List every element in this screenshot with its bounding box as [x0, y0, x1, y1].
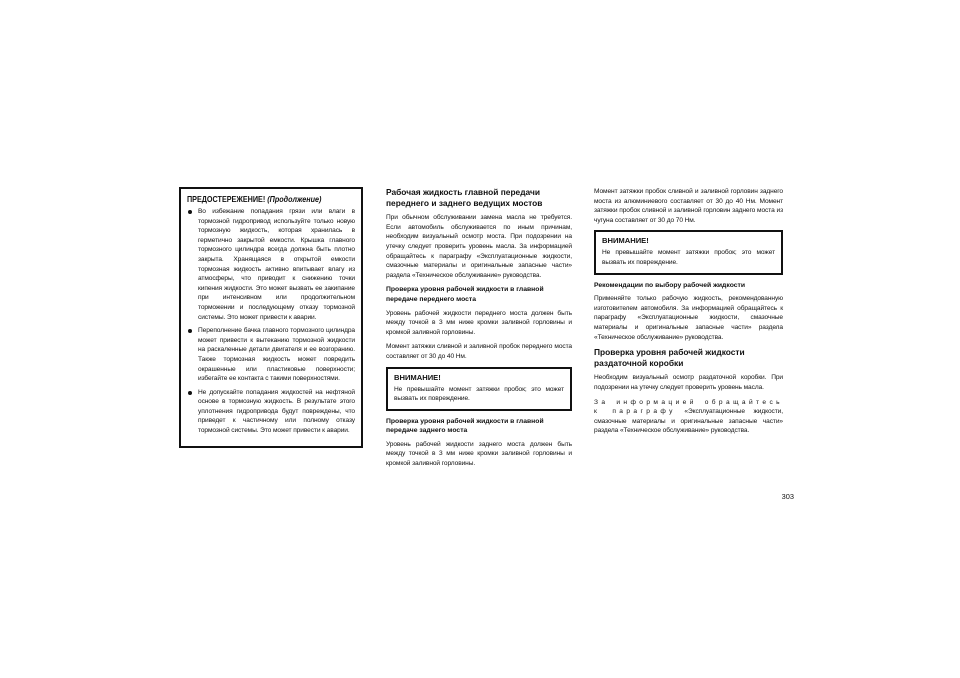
warning-bullet-1: Во избежание попадания грязи или влаги в тормозной гидропривод используйте только новую тормозную жидкость, которая хранилась в герметично закрытой емкости. Крышка главного тормозного цилиндра всегда должна быть плотно закрыта. Хранящаяся в открытой емкости тормозная жидкость активно впитывает влагу из атмосферы, что приводит к снижению точки кипения жидкости. Это может вызвать ее закипание при интенсивном или продолжительном торможении и последующему отказу тормозной системы. Это может привести к аварии.	[187, 207, 355, 322]
paragraph-transfer-case-inspection: Необходим визуальный осмотр раздаточной коробки. При подозрении на утечку следует проверить уровень масла.	[594, 374, 783, 391]
attention-title: ВНИМАНИЕ!	[394, 372, 441, 382]
section-heading-transfer-case: Проверка уровня рабочей жидкости раздаточной коробки	[594, 347, 745, 368]
paragraph-front-axle-level: Уровень рабочей жидкости переднего моста должен быть между точкой в 3 мм ниже кромки заливной горловины и кромкой заливной горловины.	[386, 309, 572, 336]
warning-continued-label: (Продолжение)	[267, 194, 322, 204]
attention-text: Не превышайте момент затяжки пробок; это может вызвать их повреждение.	[602, 249, 775, 266]
warning-bullet-3: Не допускайте попадания жидкостей на нефтяной основе в тормозную жидкость. В результате этого уплотнения гидропривода будут повреждены, что приведет к частичному или полному отказу тормозной системы. Это может привести к аварии.	[187, 388, 355, 436]
warning-title	[187, 194, 331, 204]
reference-lead-text: За информацией обращайтесь к параграфу	[594, 398, 783, 416]
warning-title-text: ПРЕДОСТЕРЕЖЕНИЕ!	[187, 194, 266, 204]
paragraph-front-axle-torque: Момент затяжки сливной и заливной пробок переднего моста составляет от 30 до 40 Нм.	[386, 343, 572, 360]
reference-rest-text: «Эксплуатационные жидкости, смазочные материалы и оригинальные запасные части» раздела «Техническое обслуживание» руководства.	[594, 408, 783, 435]
warning-bullet-2: Переполнение бачка главного тормозного цилиндра может привести к вытеканию тормозной жидкости на раскаленные детали двигателя и ее возгоранию. Также тормозная жидкость может повредить окрашенные или пластиковые поверхности; избегайте ее контакта с такими поверхностями.	[187, 326, 355, 384]
left-column	[179, 187, 363, 448]
paragraph-rear-axle-level: Уровень рабочей жидкости заднего моста должен быть между точкой в 3 мм ниже кромки заливной горловины и кромкой заливной горловины.	[386, 440, 572, 468]
paragraph-fluid-recommendations: Применяйте только рабочую жидкость, рекомендованную изготовителем автомобиля. За информацией обращайтесь к параграфу «Эксплуатационные жидкости, смазочные материалы и оригинальные запасные части» раздела «Техническое обслуживание» руководства.	[594, 295, 783, 341]
attention-title: ВНИМАНИЕ!	[602, 236, 649, 246]
paragraph-rear-axle-torque: Момент затяжки пробок сливной и заливной горловин заднего моста из алюминиевого составляет от 30 до 40 Нм. Момент затяжки пробок сливной и заливной горловин заднего моста из чугуна составляет от 30 до 70 Нм.	[594, 188, 783, 224]
attention-box-front	[386, 367, 572, 411]
subheading-front-axle: Проверка уровня рабочей жидкости в главной передаче переднего моста	[386, 286, 544, 303]
subheading-fluid-recommendations: Рекомендации по выбору рабочей жидкости	[594, 281, 746, 289]
attention-text: Не превышайте момент затяжки пробок; это может вызвать их повреждение.	[394, 385, 564, 403]
attention-box-rear	[594, 230, 783, 274]
right-column	[594, 187, 783, 441]
subheading-rear-axle: Проверка уровня рабочей жидкости в главной передаче заднего моста	[386, 417, 544, 435]
paragraph-axle-maintenance: При обычном обслуживании замена масла не требуется. Если автомобиль обслуживается по иным причинам, необходим визуальный осмотр моста. При подозрении на утечку следует проверить уровень масла. За информацией обращайтесь к параграфу «Эксплуатационные жидкости, смазочные материалы и оригинальные запасные части» раздела «Техническое обслуживание» руководства.	[386, 214, 572, 279]
middle-column	[386, 187, 572, 474]
warning-box	[179, 187, 363, 448]
warning-list	[187, 207, 355, 436]
section-heading-axle-fluid: Рабочая жидкость главной передачи переднего и заднего ведущих мостов	[386, 187, 543, 208]
page-number: 303	[781, 492, 794, 501]
paragraph-transfer-case-reference	[594, 398, 783, 436]
